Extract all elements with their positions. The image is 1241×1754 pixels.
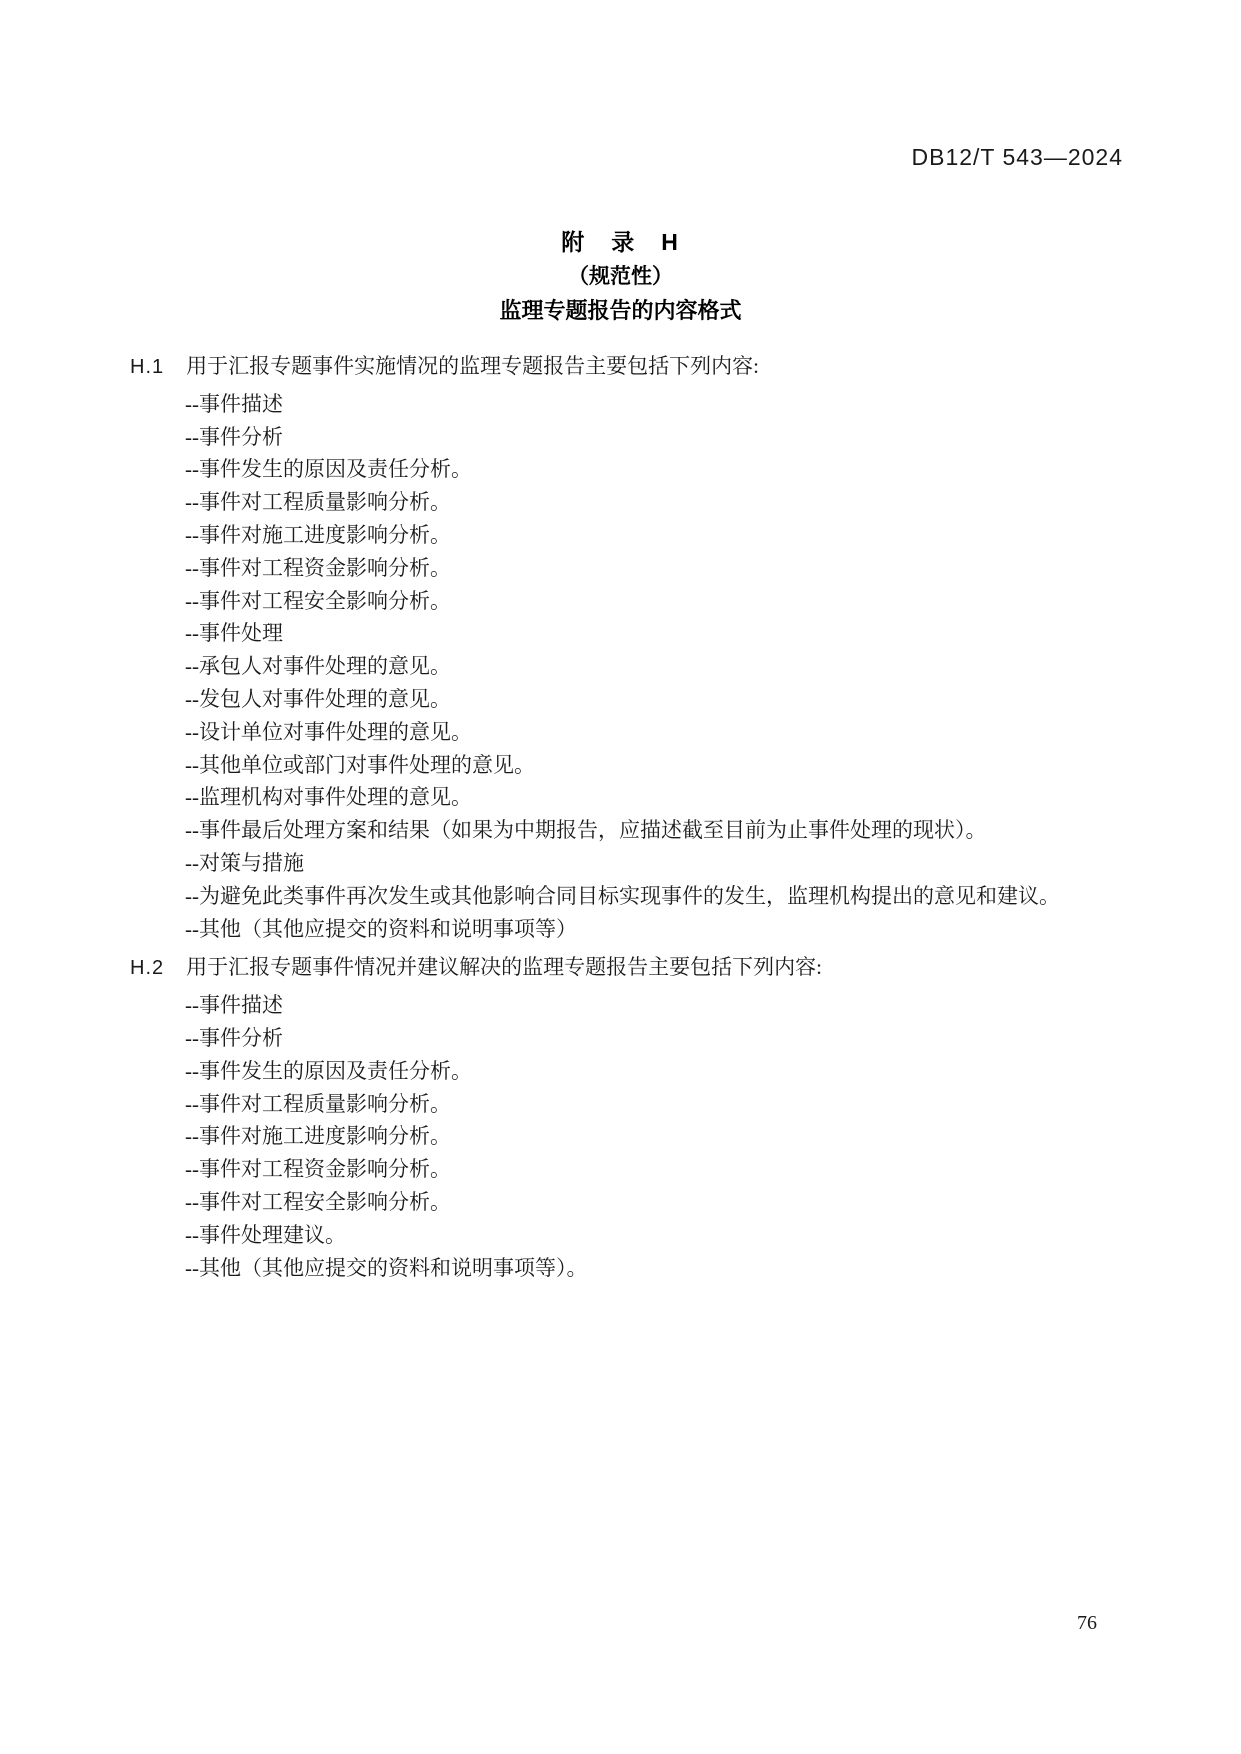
list-item: --事件对工程质量影响分析。 <box>185 1091 451 1116</box>
list-item: --事件对工程安全影响分析。 <box>185 588 451 613</box>
clause-intro-text: 用于汇报专题事件情况并建议解决的监理专题报告主要包括下列内容: <box>186 955 822 980</box>
section-h2 <box>130 951 1185 1284</box>
list-item: --事件最后处理方案和结果（如果为中期报告，应描述截至目前为止事件处理的现状）。 <box>185 818 987 843</box>
section-h1-item-list <box>130 388 1185 946</box>
list-item: --监理机构对事件处理的意见。 <box>185 785 472 810</box>
page-number: 76 <box>1077 1612 1097 1634</box>
list-item: --事件对工程资金影响分析。 <box>185 555 451 580</box>
section-h2-item-list <box>130 989 1185 1284</box>
list-item: --事件对施工进度影响分析。 <box>185 522 451 547</box>
appendix-title: 附 录 H <box>561 229 680 255</box>
list-item: --其他单位或部门对事件处理的意见。 <box>185 752 535 777</box>
list-item: --设计单位对事件处理的意见。 <box>185 719 472 744</box>
section-h1 <box>130 350 1185 945</box>
list-item: --其他（其他应提交的资料和说明事项等） <box>185 916 577 941</box>
section-h1-intro <box>130 350 1185 384</box>
list-item: --事件发生的原因及责任分析。 <box>185 1058 472 1083</box>
document-body <box>130 350 1185 1288</box>
list-item: --事件对工程安全影响分析。 <box>185 1189 451 1214</box>
list-item: --事件处理建议。 <box>185 1222 346 1247</box>
list-item: --对策与措施 <box>185 850 304 875</box>
section-h2-intro <box>130 951 1185 985</box>
list-item: --其他（其他应提交的资料和说明事项等）。 <box>185 1255 588 1280</box>
list-item: --发包人对事件处理的意见。 <box>185 686 451 711</box>
list-item: --事件描述 <box>185 391 283 416</box>
list-item: --事件分析 <box>185 1025 283 1050</box>
appendix-subject-title: 监理专题报告的内容格式 <box>499 298 742 323</box>
standard-code-header: DB12/T 543—2024 <box>911 144 1123 170</box>
list-item: --承包人对事件处理的意见。 <box>185 654 451 679</box>
clause-intro-text: 用于汇报专题事件实施情况的监理专题报告主要包括下列内容: <box>186 354 759 378</box>
list-item: --事件分析 <box>185 424 283 449</box>
list-item: --事件对工程资金影响分析。 <box>185 1157 451 1182</box>
appendix-title-block <box>0 224 1241 328</box>
clause-number: H.2 <box>130 957 165 980</box>
list-item: --事件对施工进度影响分析。 <box>185 1124 451 1149</box>
appendix-normative-label: （规范性） <box>568 265 673 288</box>
list-item: --为避免此类事件再次发生或其他影响合同目标实现事件的发生，监理机构提出的意见和建议。 <box>185 883 1060 908</box>
list-item: --事件发生的原因及责任分析。 <box>185 457 472 482</box>
list-item: --事件处理 <box>185 621 283 646</box>
clause-number: H.1 <box>130 356 165 378</box>
list-item: --事件描述 <box>185 993 283 1018</box>
list-item: --事件对工程质量影响分析。 <box>185 490 451 515</box>
